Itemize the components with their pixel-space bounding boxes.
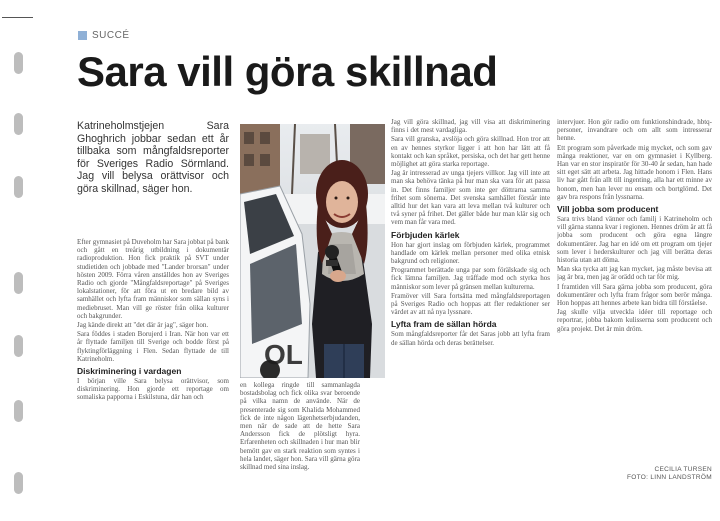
- paragraph: Sara vill granska, avslöja och göra skillnad. Hon tror att en av hennes styrkor ligger i att hon har lätt att få kontakt och kan språket, persiska, och det har gett henne möjlighet att göra starka reportage.: [391, 135, 550, 169]
- section-square-icon: [78, 31, 87, 40]
- paragraph: Jag vill göra skillnad, jag vill visa att diskriminering finns i det mest vardagliga.: [391, 118, 550, 135]
- headline: Sara vill göra skillnad: [77, 48, 498, 95]
- paragraph: Sara trivs bland vänner och familj i Katrineholm och vill gärna stanna kvar i regionen. Hennes dröm är att få jobba som producent och göra egna längre dokumentärer. Jag har en idé om ett program om tjejer som lever i hederskulturer och jag vill berätta deras historia utan att döma.: [557, 215, 712, 265]
- paragraph: Som mångfaldsreporter får det Saras jobb att lyfta fram de sällan hörda och deras berättelser.: [391, 330, 550, 347]
- binder-hole: [14, 335, 23, 357]
- article-column-4: [557, 118, 712, 458]
- paragraph: I framtiden vill Sara gärna jobba som producent, göra dokumentärer och lyfta fram frågor som berör många. Hon hoppas att hennes arbete kan bidra till förståelse.: [557, 282, 712, 308]
- paragraph: Framöver vill Sara fortsätta med mångfaldsreportagen på Sveriges Radio och hoppas att fler redaktioner ser värdet av att nå nya lyssnare.: [391, 291, 550, 317]
- paragraph: I början ville Sara belysa orättvisor, som diskriminering. Hon gjorde ett reportage om somaliska papporna i Eskilstuna, där han och: [77, 377, 229, 402]
- subheading: Förbjuden kärlek: [391, 229, 460, 240]
- paragraph: Man ska tycka att jag kan mycket, jag måste bevisa att jag är bra, men jag är orädd och tar för mig.: [557, 265, 712, 282]
- binder-hole: [14, 272, 23, 294]
- subheading: Vill jobba som producent: [557, 204, 659, 215]
- paragraph: Ett program som påverkade mig mycket, och som gav många reaktioner, var en om gymnasiet i Kyllberg. Han var en stor inspiratör för 30-40 år sedan, han hade sitt eget sätt att arbeta. Jag hittade honom i Flen. Hans liv har gått från allt till ingenting, alla har ett minne av honom, men han lever nu ensam och bortglömd. Det gav bra respons från lyssnarna.: [557, 143, 712, 201]
- binder-hole: [14, 176, 23, 198]
- lead-paragraph: Katrineholmstjejen Sara Ghoghrich jobbar sedan ett år tillbaka som mångfaldsreporter för Sveriges Radio Sörmland. Jag vill belysa orättvisor och göra skillnad, säger hon.: [77, 120, 229, 195]
- article-column-3: [391, 118, 550, 514]
- section-tag: [78, 30, 130, 41]
- paragraph: Programmet berättade unga par som förälskade sig och fick lämna familjen. Jag träffade mod och styrka hos människor som lever på gränsen mellan kulturerna.: [391, 266, 550, 291]
- byline-author: CECILIA TURSEN: [654, 466, 712, 473]
- paragraph: Hon har gjort inslag om förbjuden kärlek, programmet handlade om kärlek mellan personer med olika etnisk bakgrund och religioner.: [391, 240, 550, 266]
- binder-hole: [14, 400, 23, 422]
- paragraph: Sara föddes i staden Borujerd i Iran. När hon var ett år flyttade familjen till Sverige och bodde först på flyktingförläggning i Flen. Sedan flyttade de till Katrineholm.: [77, 330, 229, 363]
- paragraph: intervjuer. Hon gör radio om funktionshindrade, hbtq-personer, invandrare och om allt som intresserar henne.: [557, 118, 712, 143]
- binder-hole: [14, 52, 23, 74]
- paragraph: en kollega ringde till sammanlagda bostadsbolag och fick olika svar beroende på vilka namn de använde. När de presenterade sig som Khalida Mohammed fick de inte någon lägenhetserbjudanden, men när de sade att de hette Sara Andersson fick de plötsligt hyra. Erfarenheten och skillnaden i hur man blir bemött gav en stark reaktion som syntes i hela landet, säger hon. Sara vill gärna göra skillnad med sina inslag.: [240, 381, 360, 472]
- article-column-2: [240, 381, 360, 513]
- byline-photographer: FOTO: LINN LANDSTRÖM: [627, 474, 712, 481]
- binder-hole: [14, 472, 23, 494]
- binder-hole: [14, 113, 23, 135]
- byline: [600, 466, 712, 482]
- portrait-photo: [240, 124, 385, 378]
- paragraph: Jag skulle vilja utveckla idéer till reportage och reportrar, jobba bakom kulisserna som producent och göra projekt. Det är min dröm.: [557, 308, 712, 333]
- top-rule: [2, 17, 33, 18]
- paragraph: Jag är intresserad av unga tjejers villkor. Jag vill inte att man ska behöva tänka på hur man ska vara för att passa in. Det finns familjer som inte ger döttrarna samma frihet som sönerna. Det svenska samhället förstår inte alltid hur det kan vara att leva mellan två kulturer och två syner på frihet. Det gäller både hur man klär sig och vem man får vara med.: [391, 169, 550, 227]
- paragraph: Efter gymnasiet på Duveholm har Sara jobbat på bank och gått en treårig utbildning i dokumentär radioproduktion. Hon fick praktik på SVT under studietiden och jobbade med "Lander brorsan" under hösten 2009. Förra våren anställdes hon av Sveriges Radio och gjorde "Mångfaldsreportage" på Sveriges lokalstationer, för att föra ut en bredare bild av samhället och lyfta fram människor som sällan syns i mediebruset. Man vill ge röster från olika kulturer och bakgrunder.: [77, 238, 229, 320]
- article-column-1: [77, 238, 229, 514]
- section-label: SUCCÉ: [92, 30, 130, 41]
- subheading: Diskriminering i vardagen: [77, 366, 182, 377]
- svg-text:OL: OL: [264, 339, 303, 370]
- subheading: Lyfta fram de sällan hörda: [391, 319, 497, 330]
- paragraph: Jag kände direkt att "det där är jag", säger hon.: [77, 321, 209, 330]
